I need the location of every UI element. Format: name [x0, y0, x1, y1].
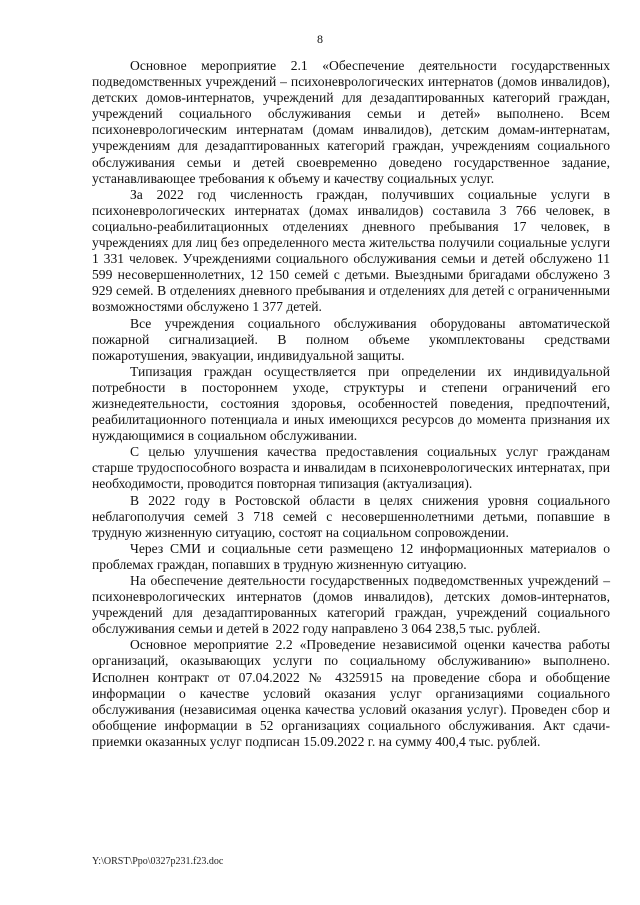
paragraph-media-materials: Через СМИ и социальные сети размещено 12 информационных материалов о проблемах граждан, попавших в трудную жизненную ситуацию.: [92, 540, 610, 572]
paragraph-2022-statistics: За 2022 год численность граждан, получивших социальные услуги в психоневрологических интернатах (домах инвалидов) составила 3 766 человек, в социально-реабилитационных отделениях дневного пребывания 17 человек, в учреждениях для лиц без определенного места жительства получили социальные услуги 1 331 человек. Учреждениями социального обслуживания семьи и детей обслужено 11 599 несовершеннолетних, 12 150 семей с детьми. Выездными бригадами обслужено 3 929 семей. В отделениях дневного пребывания и отделениях для детей с ограниченными возможностями обслужено 1 377 детей.: [92, 186, 610, 315]
paragraph-funding: На обеспечение деятельности государственных подведомственных учреждений – психоневрологических интернатов (домов инвалидов), детских домов-интернатов, учреждений для дезадаптированных категорий граждан, учреждений социального обслуживания семьи и детей в 2022 году направлено 3 064 238,5 тыс. рублей.: [92, 573, 610, 637]
paragraph-rostov-social-support: В 2022 году в Ростовской области в целях снижения уровня социального неблагополучия семей 3 718 семей с несовершеннолетними детьми, попавшие в трудную жизненную ситуацию, состоят на социальном сопровождении.: [92, 492, 610, 540]
paragraph-quality-improvement: С целью улучшения качества предоставления социальных услуг гражданам старше трудоспособного возраста и инвалидам в психоневрологических интернатах, при необходимости, проводится повторная типизация (актуализация).: [92, 444, 610, 492]
paragraph-main-event-2-2: Основное мероприятие 2.2 «Проведение независимой оценки качества работы организаций, оказывающих услуги по социальному обслуживанию» выполнено. Исполнен контракт от 07.04.2022 № 4325915 на проведение сбора и обобщение информации о качестве условий оказания услуг организациями социального обслуживания (независимая оценка качества условий оказания услуг). Проведен сбор и обобщение информации в 52 организациях социального обслуживания. Акт сдачи-приемки оказанных услуг подписан 15.09.2022 г. на сумму 400,4 тыс. рублей.: [92, 637, 610, 749]
paragraph-main-event-2-1: Основное мероприятие 2.1 «Обеспечение деятельности государственных подведомственных учреждений – психоневрологических интернатов (домов инвалидов), детских домов-интернатов, учреждений для дезадаптированных категорий граждан, учреждений социального обслуживания семьи и детей» выполнено. Всем психоневрологическим интернатам (домам инвалидов), детским домам-интернатам, учреждениям для дезадаптированных категорий граждан, учреждениям социального обслуживания семьи и детей своевременно доведено государственное задание, устанавливающее требования к объему и качеству социальных услуг.: [92, 58, 610, 186]
page-number: 8: [317, 32, 323, 46]
footer-file-path: Y:\ORST\Ppo\0327p231.f23.doc: [92, 856, 224, 867]
paragraph-typing-of-citizens: Типизация граждан осуществляется при определении их индивидуальной потребности в постороннем уходе, структуры и степени ограничений его жизнедеятельности, состояния здоровья, особенностей поведения, предпочтений, реабилитационного потенциала и иных имеющихся ресурсов до момента признания их нуждающимися в социальном обслуживании.: [92, 363, 610, 444]
paragraph-fire-safety: Все учреждения социального обслуживания оборудованы автоматической пожарной сигнализацией. В полном объеме укомплектованы средствами пожаротушения, эвакуации, индивидуальной защиты.: [92, 315, 610, 363]
document-body: [92, 58, 610, 750]
